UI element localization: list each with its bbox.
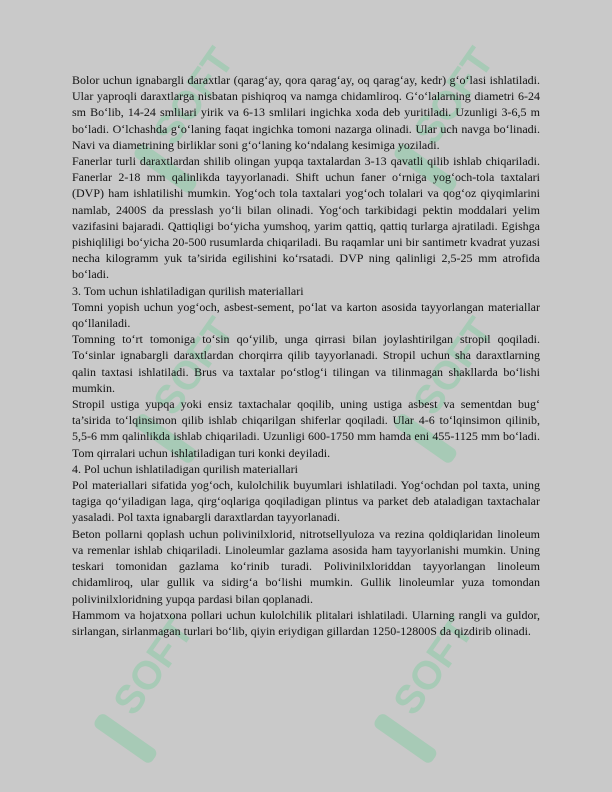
paragraph-shifer: Stropil ustiga yupqa yoki ensiz taxtachalar qoqilib, uning ustiga asbest va sementdan bug‘ ta’sirida to‘lqinsimon qilib ishlab chiqarilgan shiferlar qoqiladi. Ular 4-6 to‘lqinsimon qilinib, 5,5-6 mm qalinlikda ishlab chiqariladi. Uzunligi 600-1750 mm hamda eni 455-1125 mm bo‘ladi. Tom qirralari uchun ishlatiladigan turi konki deyiladi.: [72, 397, 540, 460]
section-heading-pol: 4. Pol uchun ishlatiladigan qurilish materiallari: [72, 461, 298, 476]
watermark-text: SOFT: [105, 610, 203, 723]
watermark-text: SOFT: [145, 40, 243, 153]
watermark-text: SOFT: [145, 310, 243, 423]
paragraph-bolor: Bolor uchun ignabargli daraxtlar (qarag‘ay, qora qarag‘ay, oq qarag‘ay, kedr) g‘o‘lasi ishlatiladi. Ular yaproqli daraxtlarga nisbatan pishiqroq va namga chidamliroq. G‘o‘lalarning diametri 6-24 sm Bo‘lib, 14-24 smlilari yirik va 6-13 smlilari ingichka xoda deb yuritiladi. Uzunligi 3-6,5 m bo‘ladi. O‘lchashda g‘o‘laning faqat ingichka tomoni nazarga olinadi. Ular uch navga bo‘linadi. Navi va diametrining birliklar soni g‘o‘laning ko‘ndalang kesimiga yoziladi.: [72, 73, 540, 152]
paragraph-pol-materials: Pol materiallari sifatida yog‘och, kulolchilik buyumlari ishlatiladi. Yog‘ochdan pol taxta, uning tagiga qo‘yiladigan laga, qirg‘oqlariga qoqiladigan plintus va parket deb ataladigan taxtachalar yasaladi. Pol taxta ignabargli daraxtlardan tayyorlanadi.: [72, 478, 540, 525]
paragraph-stropil: Tomning to‘rt tomoniga to‘sin qo‘yilib, unga qirrasi bilan joylashtirilgan stropil qoqiladi. To‘sinlar ignabargli daraxtlardan chorqirra qilib tayyorlanadi. Stropil uchun sha daraxtlarning qalin taxtasi ishlatiladi. Brus va taxtalar po‘stlog‘i tilingan va tilinmagan shakllarda bo‘lishi mumkin.: [72, 332, 540, 395]
paragraph-plitalar: Hammom va hojatxona pollari uchun kulolchilik plitalari ishlatiladi. Ularning rangli va guldor, sirlangan, sirlanmagan turlari bo‘lib, qiyin eriydigan gillardan 1250-12800S da qizdirib olinadi.: [72, 607, 540, 638]
watermark-text: SOFT: [405, 40, 503, 153]
paragraph-fanerlar: Fanerlar turli daraxtlardan shilib olingan yupqa taxtalardan 3-13 qavatli qilib ishlab chiqariladi. Fanerlar 2-18 mm qalinlikda tayyorlanadi. Shift uchun faner o‘rniga yog‘och-tola taxtalari (DVP) ham ishlatilishi mumkin. Yog‘och tola taxtalari yog‘och tolalari va qog‘oz qiyqimlarini namlab, 2400S da presslash yo‘li bilan olinadi. Yog‘och tarkibidagi pektin moddalari yelim vazifasini bajaradi. Qattiqligi bo‘yicha yumshoq, yarim qattiq, qattiq turlarga ajratiladi. Egishga pishiqliligi bo‘yicha 20-500 rusumlarda chiqariladi. Bu raqamlar uni bir santimetr kvadrat yuzasi necha kilogramm yuk ta’sirida egilishini ko‘rsatadi. DVP ning qalinligi 2,5-25 mm atrofida bo‘ladi.: [72, 154, 540, 282]
watermark-text: SOFT: [405, 310, 503, 423]
watermark-text: SOFT: [385, 610, 483, 723]
document-page: [72, 72, 540, 639]
paragraph-linoleum: Beton pollarni qoplash uchun polivinilxlorid, nitrotsellyuloza va rezina qoldiqlaridan linoleum va remenlar ishlab chiqariladi. Linoleumlar gazlama asosida ham tayyorlanishi mumkin. Uning teskari tomonidan gazlama ko‘rinib turadi. Polivinilxloriddan tayyorlangan linoleum chidamliroq, ular gullik va sidirg‘a bo‘lishi mumkin. Gullik linoleumlar yuza tomondan polivinilxloridning yupqa pardasi bilan qoplanadi.: [72, 526, 540, 606]
paragraph-tom-materials: Tomni yopish uchun yog‘och, asbest-sement, po‘lat va karton asosida tayyorlangan materiallar qo‘llaniladi.: [72, 299, 540, 331]
section-heading-tom: 3. Tom uchun ishlatiladigan qurilish materiallari: [72, 283, 304, 298]
